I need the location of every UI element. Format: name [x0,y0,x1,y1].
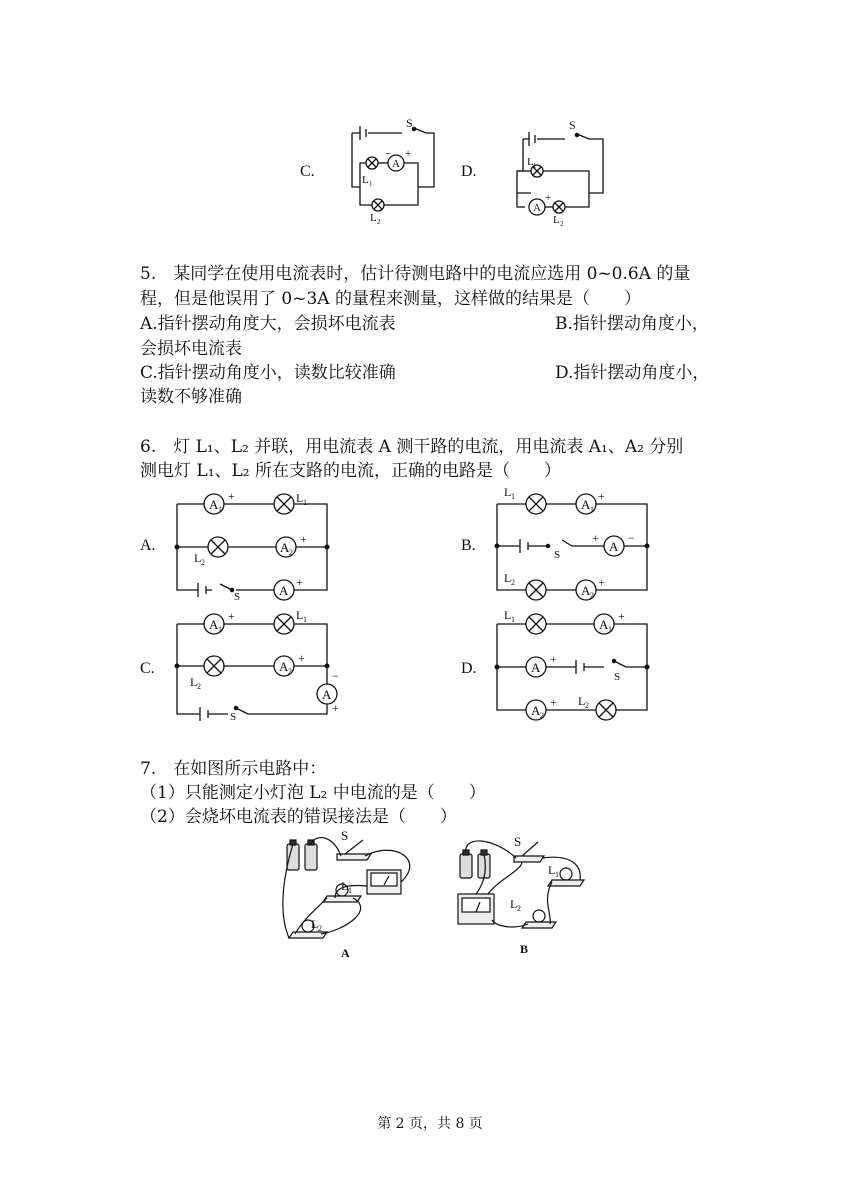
q6d-a2-sub: 2 [540,711,544,720]
q6d-s: S [614,671,621,683]
q5-option-b[interactable]: B.指针摆动角度小， [555,314,709,334]
q5-option-a[interactable]: A.指针摆动角度大，会损坏电流表 [140,314,396,334]
q6d-l2-sub: 2 [585,701,589,710]
q6-circuit-a [172,490,332,605]
q6b-a2: A [581,583,591,598]
q5-option-d-cont: 读数不够准确 [140,387,242,407]
q6b-a-minus: − [628,531,635,545]
q6-circuit-c [172,608,347,723]
q7b-l1-sub: 1 [555,870,559,879]
q6a-a1-plus: + [228,489,235,503]
q4d-lamp2: L [553,214,560,226]
q6b-l1-sub: 1 [511,492,515,501]
q7b-s: S [514,834,522,849]
q6c-a2-minus: − [264,659,271,673]
q6b-s: S [554,549,561,561]
q4c-minus: − [385,148,392,160]
q6-circuit-b [492,485,652,605]
q4d-ammeter-label: A [533,202,541,214]
q6d-a1-sub: 1 [608,625,612,634]
q4c-switch-label: S [406,116,413,130]
q7-figure-b [452,830,592,960]
q6a-a2-sub: 2 [289,548,293,557]
q6b-l1: L [504,485,512,499]
q6b-a2-minus: − [566,583,573,597]
q6b-l2: L [504,571,512,585]
q7-stem-line2: （1）只能测定小灯泡 L₂ 中电流的是（ ） [140,783,486,803]
q6a-a2: A [280,540,290,555]
q6c-a2: A [279,659,289,674]
q6d-a1: A [599,617,609,632]
q6b-a1: A [581,497,591,512]
q7a-l2-sub: 2 [318,924,322,933]
q7-stem-line1: 7. 在如图所示电路中： [140,759,327,779]
q7a-s: S [341,828,349,843]
q6a-l1: L [296,491,304,505]
q6-option-d-label: D. [461,660,477,677]
q6a-a-minus: − [264,583,271,597]
q4c-lamp2: L [370,212,377,224]
q6a-l2: L [194,551,202,565]
q7-stem-line3: （2）会烧坏电流表的错误接法是（ ） [140,807,457,827]
q6a-a-plus: + [296,575,303,589]
q6a-a: A [279,583,289,598]
q4-circuit-c [330,115,450,225]
q5-option-d[interactable]: D.指针摆动角度小， [555,363,710,383]
q6c-s: S [230,711,237,723]
q6a-a2-minus: − [266,540,273,554]
q4d-plus: + [545,192,552,204]
q6b-a1-sub: 1 [590,505,594,514]
q6d-l1: L [504,608,512,622]
q4c-lamp1: L [362,174,369,186]
q4c-plus: + [405,148,412,160]
q6b-a2-sub: 2 [590,591,594,600]
q6c-a1-minus: − [196,617,203,631]
q4d-lamp1: L [527,156,534,168]
q6c-a1-sub: 1 [218,625,222,634]
q4c-ammeter-label: A [392,158,400,170]
q5-stem-line2: 程，但是他误用了 0~3A 的量程来测量，这样做的结果是（ ） [140,289,641,309]
q6d-a1-plus: + [618,609,625,623]
q6-circuit-d [492,610,652,720]
q6d-a-plus: + [550,652,557,666]
q6a-a1: A [209,497,219,512]
q6d-a2-minus: − [514,703,521,717]
q6a-a2-plus: + [300,532,307,546]
q7b-l1: L [548,863,556,877]
q6b-a: A [609,539,619,554]
q6b-l2-sub: 2 [511,578,515,587]
q6a-l1-sub: 1 [303,498,307,507]
q6d-a-minus: − [514,660,521,674]
q4-option-c-label: C. [300,163,315,180]
q7a-l2: L [311,917,319,931]
q6c-a1: A [209,617,219,632]
q6d-a1-minus: − [584,617,591,631]
q6c-a: A [322,687,332,702]
q4d-switch-label: S [569,118,576,132]
q5-option-b-cont: 会损坏电流表 [140,339,242,359]
page-footer: 第 2 页，共 8 页 [377,1116,483,1132]
q6b-a1-plus: + [598,489,605,503]
q7-figure-a [275,830,435,960]
q6c-a-minus: − [332,669,339,683]
q6a-s: S [234,591,241,603]
q7b-l2-sub: 2 [517,904,521,913]
q6b-a-plus: + [592,531,599,545]
q7a-l1: L [341,879,349,893]
q6d-l2: L [578,694,586,708]
q7-figure-b-label: B [520,942,529,956]
q6c-a2-sub: 2 [288,667,292,676]
q6a-l2-sub: 2 [201,558,205,567]
q6a-a1-minus: − [196,497,203,511]
q4d-minus: − [519,202,526,214]
q6c-a2-plus: + [298,651,305,665]
q6-option-a-label: A. [140,537,156,554]
q4-circuit-d [495,115,615,228]
q4-option-d-label: D. [461,163,477,180]
q4c-lamp2-sub: 2 [377,218,381,226]
q7-figure-a-label: A [341,946,350,960]
q6c-l1: L [296,608,304,622]
q6-stem-line1: 6. 灯 L₁、L₂ 并联，用电流表 A 测干路的电流，用电流表 A₁、A₂ 分别 [140,437,684,457]
q6c-a1-plus: + [228,609,235,623]
q6d-a2-plus: + [550,695,557,709]
q6c-a-plus: + [332,701,339,715]
q6b-a1-minus: − [566,497,573,511]
q6d-a2: A [531,703,541,718]
q6d-l1-sub: 1 [511,615,515,624]
q4d-lamp1-sub: 1 [533,162,537,170]
q7b-l2: L [510,897,518,911]
q5-stem-line1: 5. 某同学在使用电流表时，估计待测电路中的电流应选用 0~0.6A 的量 [140,264,691,284]
q7a-l1-sub: 1 [348,886,352,895]
q6-option-b-label: B. [461,537,476,554]
q6-stem-line2: 测电灯 L₁、L₂ 所在支路的电流，正确的电路是（ ） [140,461,562,481]
q6a-a1-sub: 1 [218,505,222,514]
q5-option-c[interactable]: C.指针摆动角度小，读数比较准确 [140,363,396,383]
q6b-a2-plus: + [598,575,605,589]
q6c-l2-sub: 2 [197,682,201,691]
q4c-lamp1-sub: 1 [369,180,373,188]
q4d-lamp2-sub: 2 [560,220,564,228]
q6c-l2: L [190,675,198,689]
q6c-l1-sub: 1 [303,615,307,624]
q6-option-c-label: C. [140,660,155,677]
q6d-a: A [531,660,541,675]
